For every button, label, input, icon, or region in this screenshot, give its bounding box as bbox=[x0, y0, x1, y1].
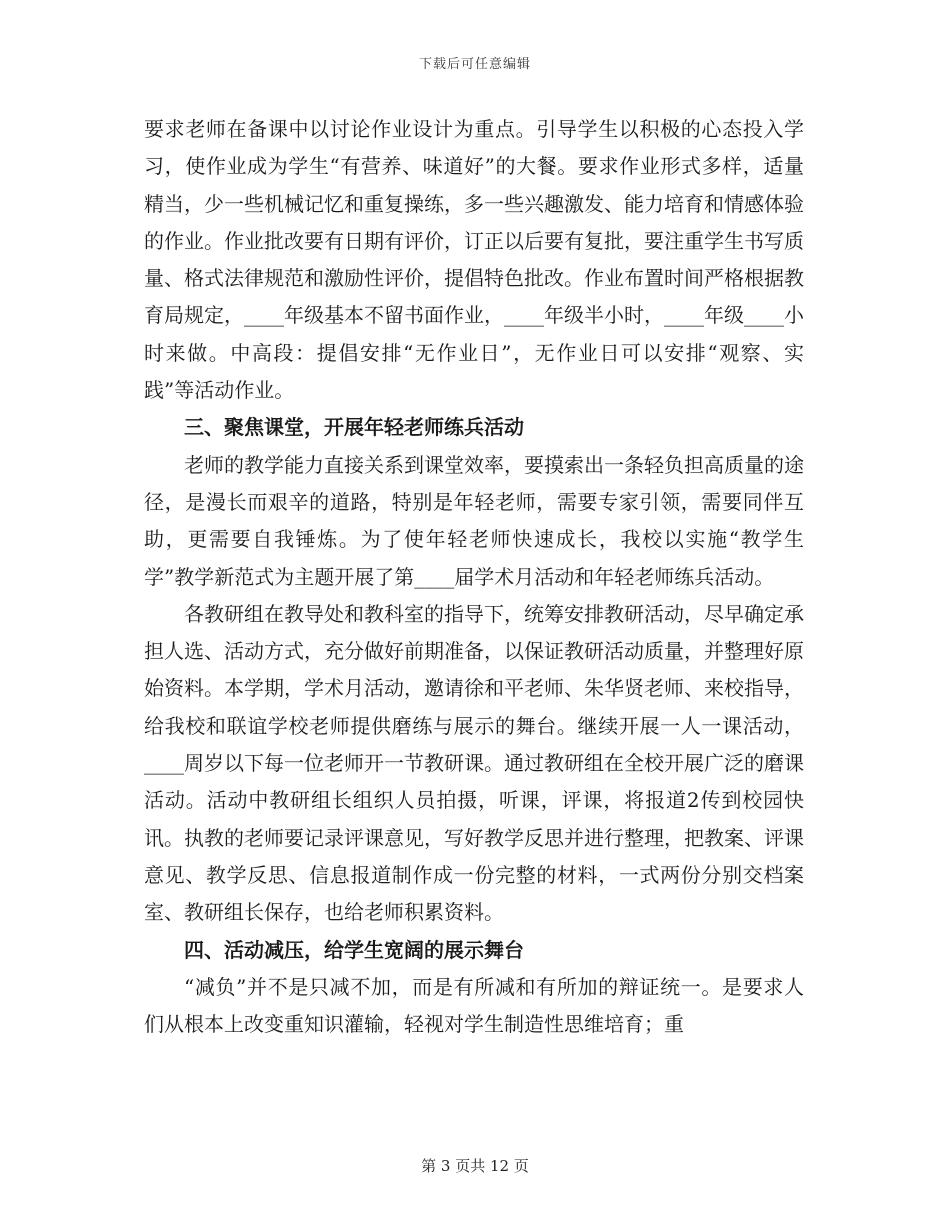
paragraph-research-groups: 各教研组在教导处和教科室的指导下，统筹安排教研活动，尽早确定承担人选、活动方式，充分做好前期准备，以保证教研活动质量，并整理好原始资料。本学期，学术月活动，邀请徐和平老师、朱华贤老师、来校指导，给我校和联谊学校老师提供磨练与展示的舞台。继续开展一人一课活动，____周岁以下每一位老师开一节教研课。通过教研组在全校开展广泛的磨课活动。活动中教研组长组织人员拍摄，听课，评课，将报道2传到校园快讯。执教的老师要记录评课意见，写好教学反思并进行整理，把教案、评课意见、教学反思、信息报道制作成一份完整的材料，一式两份分别交档案室、教研组长保存，也给老师积累资料。 bbox=[144, 601, 804, 925]
document-body bbox=[144, 111, 804, 1043]
paragraph-teacher-ability: 老师的教学能力直接关系到课堂效率，要摸索出一条轻负担高质量的途径，是漫长而艰辛的道路，特别是年轻老师，需要专家引领，需要同伴互助，更需要自我锤炼。为了使年轻老师快速成长，我校以实施“教学生学”教学新范式为主题开展了第____届学术月活动和年轻老师练兵活动。 bbox=[144, 452, 804, 589]
paragraph-reduce-burden: “减负”并不是只减不加，而是有所减和有所加的辩证统一。是要求人们从根本上改变重知识灌输，轻视对学生制造性思维培育；重 bbox=[144, 974, 804, 1037]
section-heading-3: 三、聚焦课堂，开展年轻老师练兵活动 bbox=[184, 415, 524, 440]
page-footer: 第 3 页共 12 页 bbox=[421, 1157, 529, 1175]
section-heading-4: 四、活动减压，给学生宽阔的展示舞台 bbox=[184, 937, 524, 962]
page-header: 下载后可任意编辑 bbox=[418, 57, 531, 72]
paragraph-homework: 要求老师在备课中以讨论作业设计为重点。引导学生以积极的心态投入学习，使作业成为学生“有营养、味道好”的大餐。要求作业形式多样，适量精当，少一些机械记忆和重复操练，多一些兴趣激发、能力培育和情感体验的作业。作业批改要有日期有评价，订正以后要有复批，要注重学生书写质量、格式法律规范和激励性评价，提倡特色批改。作业布置时间严格根据教育局规定，____年级基本不留书面作业，____年级半小时，____年级____小时来做。中高段：提倡安排“无作业日”，无作业日可以安排“观察、实践”等活动作业。 bbox=[144, 117, 804, 403]
